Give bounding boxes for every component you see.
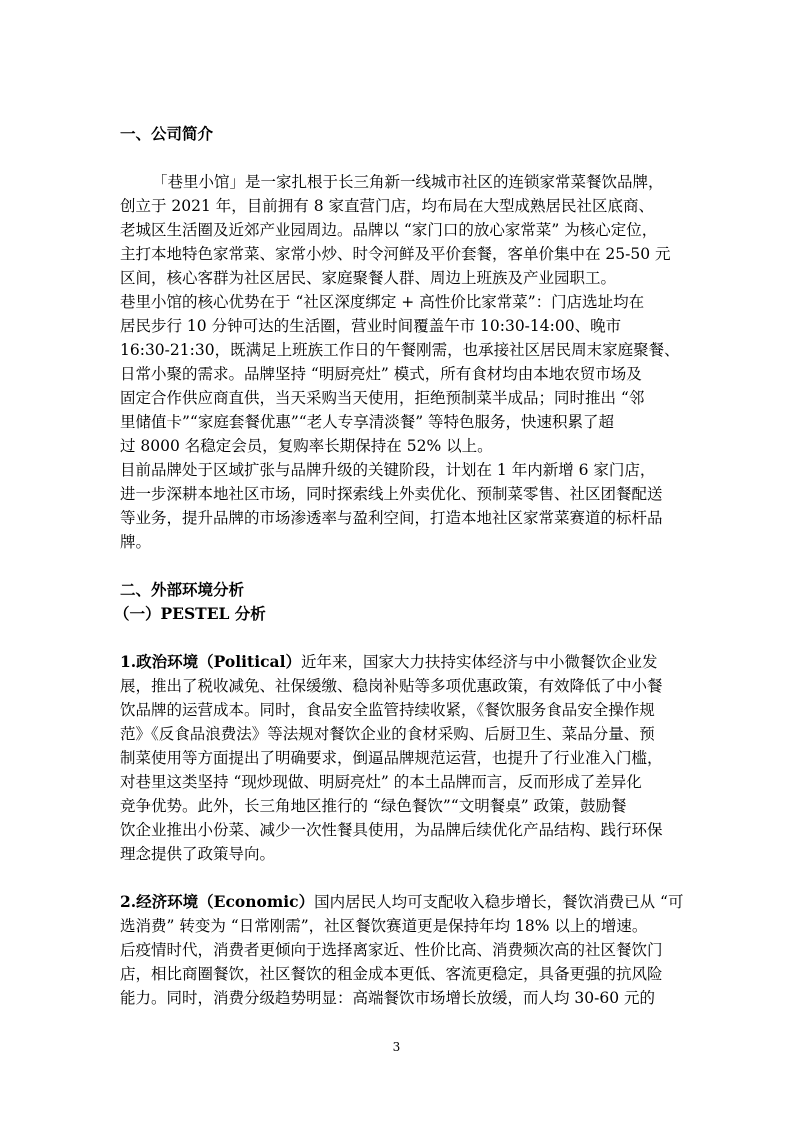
section-heading-external-analysis: 二、外部环境分析 — [120, 580, 245, 599]
paragraph-line: 老城区生活圈及近郊产业园周边。品牌以 “家门口的放心家常菜” 为核心定位， — [120, 221, 658, 239]
paragraph-line: 创立于 2021 年，目前拥有 8 家直营门店，均布局在大型成熟居民社区底商、 — [120, 197, 655, 215]
paragraph-line: 里储值卡”“家庭套餐优惠”“老人专享清淡餐” 等特色服务，快速积累了超 — [120, 413, 615, 431]
paragraph-line: 主打本地特色家常菜、家常小炒、时令河鲜及平价套餐，客单价集中在 25-50 元 — [120, 245, 671, 263]
page-number: 3 — [392, 1040, 401, 1054]
paragraph-line: 区间，核心客群为社区居民、家庭聚餐人群、周边上班族及产业园职工。 — [120, 269, 617, 287]
economic-text: 国内居民人均可支配收入稳步增长，餐饮消费已从 “可 — [314, 893, 684, 911]
paragraph-line: 牌。 — [120, 533, 152, 551]
subsection-heading-pestel: （一）PESTEL 分析 — [114, 604, 266, 623]
paragraph-line: 对巷里这类坚持 “现炒现做、明厨亮灶” 的本土品牌而言，反而形成了差异化 — [120, 773, 642, 791]
paragraph-line: 日常小聚的需求。品牌坚持 “明厨亮灶” 模式，所有食材均由本地农贸市场及 — [120, 365, 642, 383]
paragraph-line: 理念提供了政策导向。 — [120, 845, 276, 863]
paragraph-line: 固定合作供应商直供，当天采购当天使用，拒绝预制菜半成品；同时推出 “邻 — [120, 389, 645, 407]
paragraph-line: 展，推出了税收减免、社保缓缴、稳岗补贴等多项优惠政策，有效降低了中小餐 — [120, 677, 663, 695]
paragraph-line: 制菜使用等方面提出了明确要求，倒逼品牌规范运营，也提升了行业准入门槛， — [120, 749, 663, 767]
paragraph-line: 后疫情时代，消费者更倾向于选择离家近、性价比高、消费频次高的社区餐饮门 — [120, 941, 663, 959]
economic-label: 2.经济环境（Economic） — [120, 892, 315, 911]
paragraph-line: 目前品牌处于区域扩张与品牌升级的关键阶段，计划在 1 年内新增 6 家门店， — [120, 461, 656, 479]
section-heading-company-intro: 一、公司简介 — [120, 124, 214, 143]
political-label: 1.政治环境（Political） — [120, 652, 301, 671]
paragraph-line: 选消费” 转变为 “日常刚需”，社区餐饮赛道更是保持年均 18% 以上的增速。 — [120, 917, 648, 935]
paragraph-line: 等业务，提升品牌的市场渗透率与盈利空间，打造本地社区家常菜赛道的标杆品 — [120, 509, 663, 527]
paragraph-line: 进一步深耕本地社区市场，同时探索线上外卖优化、预制菜零售、社区团餐配送 — [120, 485, 663, 503]
paragraph-line: 巷里小馆的核心优势在于 “社区深度绑定 + 高性价比家常菜”：门店选址均在 — [120, 293, 645, 311]
paragraph-line — [120, 892, 683, 912]
paragraph-line: 16:30-21:30，既满足上班族工作日的午餐刚需，也承接社区居民周末家庭聚餐、 — [120, 341, 680, 359]
paragraph-line: 竞争优势。此外，长三角地区推行的 “绿色餐饮”“文明餐桌” 政策，鼓励餐 — [120, 797, 627, 815]
paragraph-line: 过 8000 名稳定会员，复购率长期保持在 52% 以上。 — [120, 437, 493, 455]
paragraph-line: 居民步行 10 分钟可达的生活圈，营业时间覆盖午市 10:30-14:00、晚市 — [120, 317, 622, 335]
paragraph-line — [120, 652, 657, 672]
paragraph-line: 饮品牌的运营成本。同时，食品安全监管持续收紧，《餐饮服务食品安全操作规 — [120, 701, 655, 719]
paragraph-line: 范》《反食品浪费法》等法规对餐饮企业的食材采购、后厨卫生、菜品分量、预 — [120, 725, 655, 743]
paragraph-line: 能力。同时，消费分级趋势明显：高端餐饮市场增长放缓，而人均 30-60 元的 — [120, 989, 656, 1007]
political-text: 近年来，国家大力扶持实体经济与中小微餐饮企业发 — [300, 653, 658, 671]
paragraph-line: 饮企业推出小份菜、减少一次性餐具使用，为品牌后续优化产品结构、践行环保 — [120, 821, 663, 839]
paragraph-line: 店，相比商圈餐饮，社区餐饮的租金成本更低、客流更稳定，具备更强的抗风险 — [120, 965, 663, 983]
paragraph-line: 「巷里小馆」是一家扎根于长三角新一线城市社区的连锁家常菜餐饮品牌， — [152, 173, 664, 191]
